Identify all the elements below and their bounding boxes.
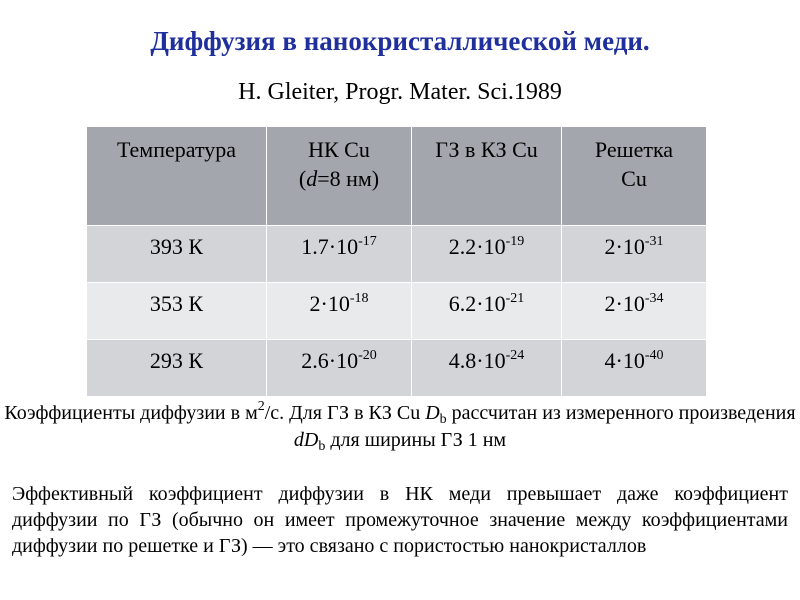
header-nk-cu	[267, 127, 412, 226]
value-mantissa: 4·10	[604, 348, 645, 373]
caption-var-d: D	[425, 402, 440, 424]
value-mantissa: 2.2·10	[448, 234, 506, 259]
value-exponent: -21	[505, 291, 525, 306]
caption-part1: Коэффициенты диффузии в м	[4, 402, 258, 424]
value-exponent: -20	[358, 348, 377, 363]
reference-citation: H. Gleiter, Progr. Mater. Sci.1989	[238, 79, 562, 105]
header-gb-cu: ГЗ в КЗ Cu	[412, 127, 562, 226]
value-exponent: -34	[644, 291, 664, 306]
cell-temperature: 353 К	[87, 283, 267, 340]
table-row	[87, 283, 707, 340]
header-lattice-line1: Решетка	[594, 137, 674, 162]
cell-nk-value	[267, 283, 412, 340]
table-header-row	[87, 127, 707, 226]
header-nk-cu-label: НК Cu	[308, 137, 370, 162]
cell-temperature: 293 К	[87, 340, 267, 397]
conclusion-paragraph: Эффективный коэффициент диффузии в НК меди превышает даже коэффициент диффузии по ГЗ (обычно он имеет промежуточное значение между коэффициентами диффузии по решетке и ГЗ) — это связано с пористостью нанокристаллов	[12, 483, 788, 557]
header-nk-cu-rest: =8 нм)	[317, 166, 380, 191]
value-exponent: -19	[505, 234, 525, 249]
diffusion-table	[86, 126, 707, 397]
value-mantissa: 1.7·10	[301, 234, 359, 259]
cell-gb-value	[412, 226, 562, 283]
value-mantissa: 2.6·10	[301, 348, 359, 373]
cell-nk-value	[267, 226, 412, 283]
cell-lattice-value	[562, 226, 707, 283]
caption-part2: /с. Для ГЗ в КЗ Cu	[264, 402, 426, 424]
header-lattice-cu	[562, 127, 707, 226]
cell-gb-value	[412, 283, 562, 340]
value-mantissa: 2·10	[604, 291, 645, 316]
caption-sub-b2: b	[318, 439, 326, 454]
value-exponent: -17	[358, 234, 377, 249]
cell-lattice-value	[562, 340, 707, 397]
slide-title: Диффузия в нанокристаллической меди.	[150, 26, 650, 56]
caption-part4: для ширины ГЗ 1 нм	[325, 429, 507, 451]
caption-sub-b: b	[439, 412, 447, 427]
value-exponent: -24	[505, 348, 525, 363]
table-caption	[0, 400, 800, 454]
header-lattice-line2: Cu	[621, 166, 647, 191]
cell-gb-value	[412, 340, 562, 397]
value-mantissa: 6.2·10	[448, 291, 506, 316]
cell-nk-value	[267, 340, 412, 397]
header-nk-cu-var: d	[306, 166, 318, 191]
cell-temperature: 393 К	[87, 226, 267, 283]
table-row	[87, 340, 707, 397]
value-mantissa: 4.8·10	[448, 348, 506, 373]
value-exponent: -18	[349, 291, 369, 306]
caption-part3: рассчитан из измеренного произведения	[446, 402, 796, 424]
value-exponent: -40	[644, 348, 664, 363]
header-nk-cu-open: (	[298, 166, 307, 191]
value-exponent: -31	[644, 234, 664, 249]
caption-sup: 2	[257, 399, 265, 414]
value-mantissa: 2·10	[604, 234, 645, 259]
value-mantissa: 2·10	[309, 291, 350, 316]
table-row	[87, 226, 707, 283]
caption-var-dd: dD	[293, 429, 319, 451]
cell-lattice-value	[562, 283, 707, 340]
header-temperature: Температура	[87, 127, 267, 226]
